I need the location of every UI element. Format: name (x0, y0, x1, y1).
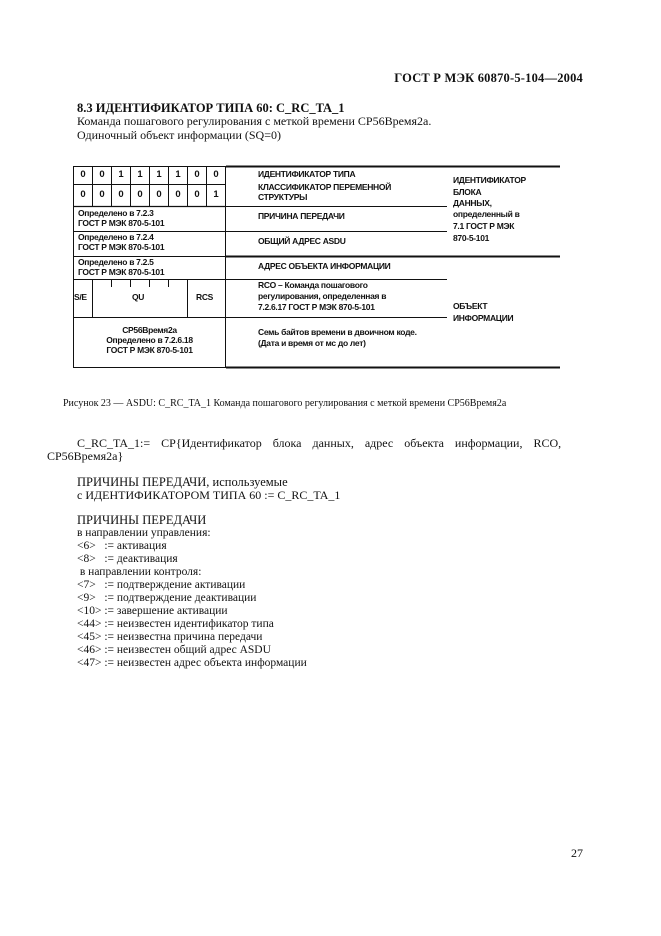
cot-title: ПРИЧИНЫ ПЕРЕДАЧИ (77, 513, 207, 527)
cot-list-item: <7> := подтверждение активации (77, 579, 246, 591)
rco-label: 7.2.6.17 ГОСТ Р МЭК 870-5-101 (258, 302, 375, 312)
time-label: (Дата и время от мс до лет) (258, 338, 366, 348)
cot-used-heading: с ИДЕНТИФИКАТОРОМ ТИПА 60 := C_RC_TA_1 (77, 488, 341, 502)
cot-used-heading: ПРИЧИНЫ ПЕРЕДАЧИ, используемые (77, 475, 288, 489)
time-cell-text: Определено в 7.2.6.18 (106, 335, 193, 345)
ioa-cell-text: Определено в 7.2.5 (78, 257, 154, 267)
data-unit-id-group-label: 7.1 ГОСТ Р МЭК (453, 221, 515, 231)
vsq-bit: 0 (194, 189, 200, 200)
data-unit-id-group-label: ИДЕНТИФИКАТОР (453, 175, 526, 185)
se-field: S/E (74, 292, 87, 302)
info-object-group-label: ИНФОРМАЦИИ (453, 313, 514, 323)
ca-cell-text: Определено в 7.2.4 (78, 232, 154, 242)
vsq-bit: 0 (175, 189, 181, 200)
cot-list-item: <8> := деактивация (77, 553, 178, 565)
cot-label: ПРИЧИНА ПЕРЕДАЧИ (258, 211, 345, 221)
cot-list-item: <44> := неизвестен идентификатор типа (77, 618, 274, 630)
data-unit-id-group-label: 870-5-101 (453, 233, 490, 243)
document-header: ГОСТ Р МЭК 60870-5-104—2004 (394, 71, 583, 85)
time-cell-text: ГОСТ Р МЭК 870-5-101 (106, 345, 193, 355)
type-id-bit: 1 (175, 169, 181, 180)
rcs-field: RCS (196, 292, 214, 302)
cot-list-item: <47> := неизвестен адрес объекта информации (77, 657, 307, 669)
cot-list-item: <10> := завершение активации (77, 605, 228, 617)
data-unit-id-group-label: определенный в (453, 209, 520, 219)
section-description: Команда пошагового регулирования с меткой времени CP56Время2а. (77, 114, 432, 128)
vsq-label: СТРУКТУРЫ (258, 192, 308, 202)
vsq-bit: 0 (137, 189, 143, 200)
figure-caption: Рисунок 23 — ASDU: C_RC_TA_1 Команда пошагового регулирования с меткой времени CP56Время2а (63, 398, 507, 409)
ioa-label: АДРЕС ОБЪЕКТА ИНФОРМАЦИИ (258, 261, 391, 271)
info-object-group-label: ОБЪЕКТ (453, 301, 488, 311)
data-unit-id-group-label: ДАННЫХ, (453, 198, 492, 208)
type-id-bit: 0 (194, 169, 200, 180)
vsq-bit: 0 (118, 189, 124, 200)
type-id-bit: 0 (213, 169, 219, 180)
section-title: 8.3 ИДЕНТИФИКАТОР ТИПА 60: C_RC_TA_1 (77, 101, 345, 115)
asdu-diagram (0, 0, 661, 400)
time-label: Семь байтов времени в двоичном коде. (258, 327, 417, 337)
vsq-bit: 0 (156, 189, 162, 200)
data-unit-id-group-label: БЛОКА (453, 187, 482, 197)
cot-cell-text: ГОСТ Р МЭК 870-5-101 (78, 218, 165, 228)
cot-list-item: <46> := неизвестен общий адрес ASDU (77, 644, 271, 656)
formula-line: C_RC_TA_1:= CP{Идентификатор блока данных, адрес объекта информации, RCO, (77, 436, 562, 450)
cot-list-item: в направлении управления: (77, 527, 211, 539)
type-id-bit: 1 (118, 169, 124, 180)
vsq-bit: 0 (99, 189, 105, 200)
vsq-bit: 1 (213, 189, 219, 200)
page-number: 27 (571, 846, 583, 860)
ca-cell-text: ГОСТ Р МЭК 870-5-101 (78, 242, 165, 252)
cot-cell-text: Определено в 7.2.3 (78, 208, 154, 218)
type-id-bit: 0 (80, 169, 86, 180)
type-id-bit: 1 (137, 169, 143, 180)
ioa-cell-text: ГОСТ Р МЭК 870-5-101 (78, 267, 165, 277)
type-id-label: ИДЕНТИФИКАТОР ТИПА (258, 169, 356, 179)
cot-list-item: <45> := неизвестна причина передачи (77, 631, 263, 643)
cot-list-item: <9> := подтверждение деактивации (77, 592, 257, 604)
rco-label: регулирования, определенная в (258, 291, 387, 301)
time-cell-text: CP56Время2а (122, 325, 177, 335)
vsq-bit: 0 (80, 189, 86, 200)
type-id-bit: 0 (99, 169, 105, 180)
rco-label: RCO – Команда пошагового (258, 280, 368, 290)
ca-label: ОБЩИЙ АДРЕС ASDU (258, 236, 346, 246)
qu-field: QU (132, 292, 145, 302)
cot-list-item: в направлении контроля: (77, 566, 202, 578)
type-id-bit: 1 (156, 169, 162, 180)
vsq-label: КЛАССИФИКАТОР ПЕРЕМЕННОЙ (258, 182, 392, 192)
formula-line: CP56Время2а} (47, 449, 124, 463)
cot-list-item: <6> := активация (77, 540, 167, 552)
section-description-2: Одиночный объект информации (SQ=0) (77, 128, 281, 142)
